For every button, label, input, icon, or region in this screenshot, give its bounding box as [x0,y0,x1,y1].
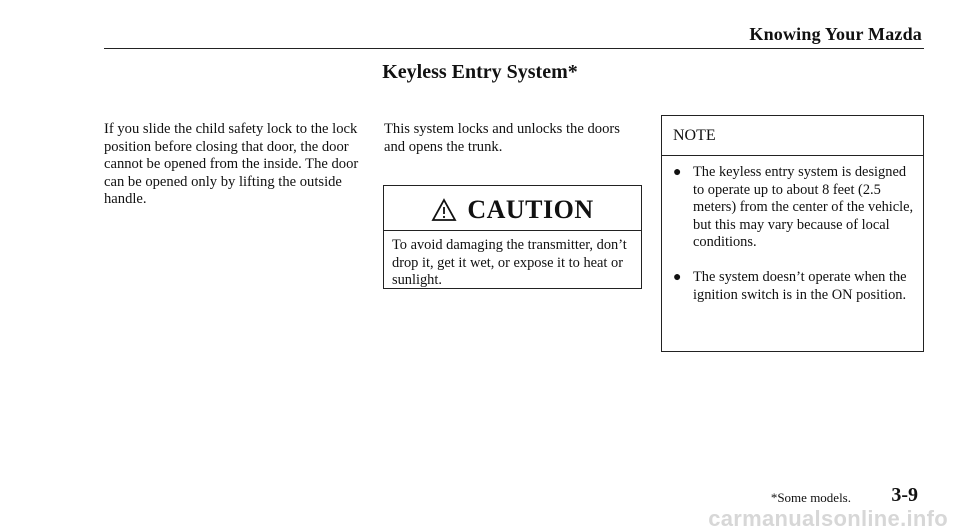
note-title: NOTE [662,116,923,156]
warning-triangle-icon [431,198,457,222]
note-item [673,164,915,252]
note-item [673,269,915,304]
note-list [662,156,923,304]
section-title: Keyless Entry System* [382,61,578,83]
caution-title: CAUTION [467,195,594,224]
page-number: 3-9 [891,484,918,506]
footnote: *Some models. [770,490,851,505]
caution-header [384,190,641,231]
header-rule [104,48,924,49]
left-column-text: If you slide the child safety lock to the lock position before closing that door, the door cannot be opened from the inside. The door can be opened only by lifting the outside handle. [104,121,359,208]
note-item-text: The system doesn’t operate when the ignition switch is in the ON position. [693,268,907,303]
caution-box [383,185,642,289]
bullet-icon: ● [673,269,682,285]
note-box [661,115,924,352]
note-item-text: The keyless entry system is designed to operate up to about 8 feet (2.5 meters) from the center of the vehicle, but this may vary because of local conditions. [693,164,914,251]
bullet-icon: ● [673,165,682,180]
middle-column-text: This system locks and unlocks the doors and opens the trunk. [384,121,620,155]
watermark: carmanualsonline.info [708,506,948,531]
caution-text: To avoid damaging the transmitter, don’t drop it, get it wet, or expose it to heat or sunlight. [392,237,627,289]
header-title: Knowing Your Mazda [749,24,922,44]
